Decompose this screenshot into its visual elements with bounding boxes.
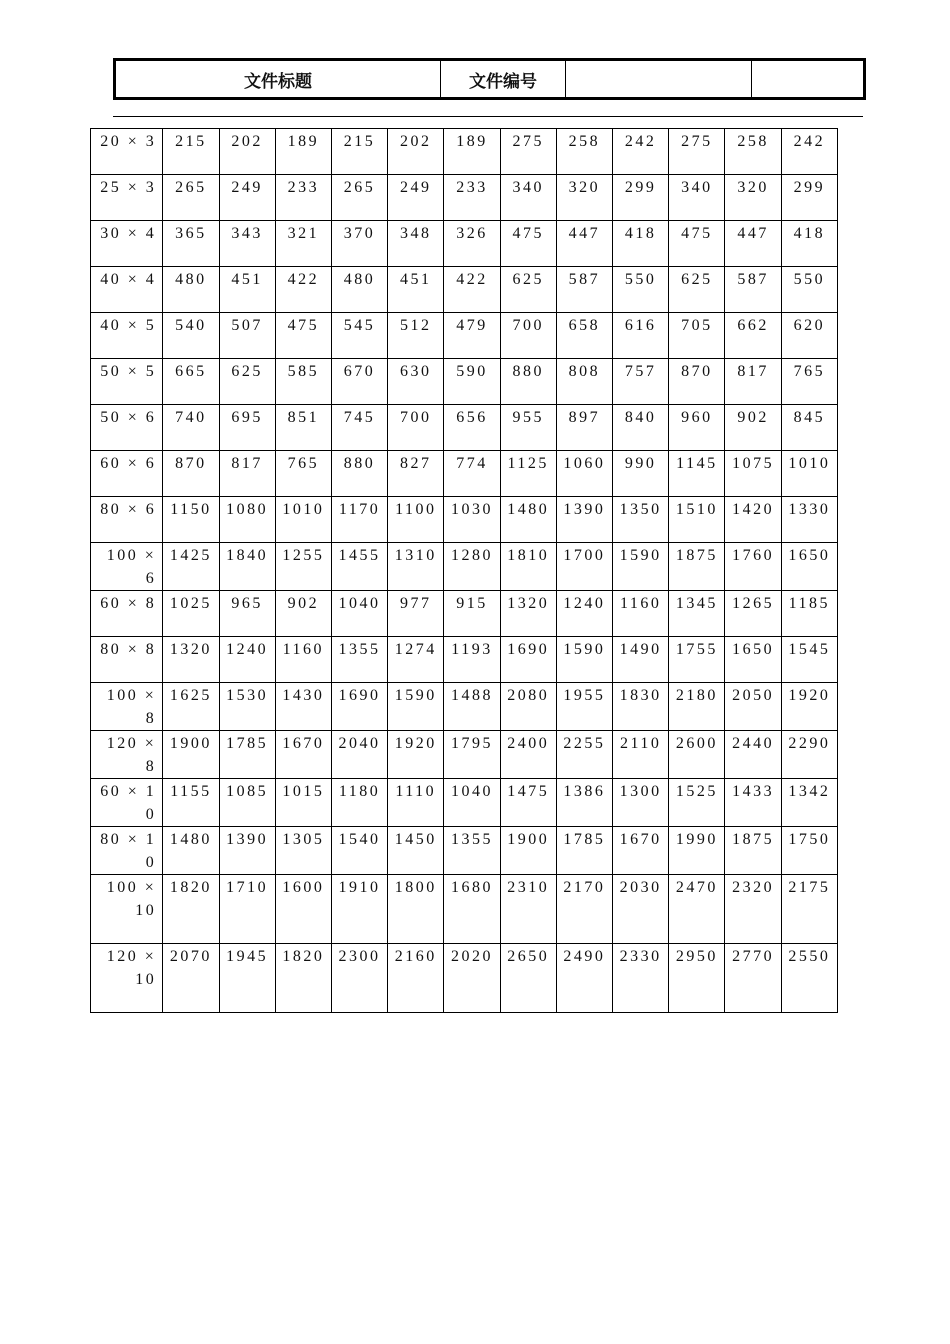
- table-cell: 1510: [669, 497, 725, 543]
- table-cell: 1875: [725, 827, 781, 875]
- table-cell: 540: [163, 313, 219, 359]
- table-row: [91, 827, 838, 875]
- table-cell: 1155: [163, 779, 219, 827]
- table-cell: 1490: [613, 637, 669, 683]
- table-cell: 1455: [331, 543, 387, 591]
- data-table: [90, 128, 838, 1013]
- table-cell: 1150: [163, 497, 219, 543]
- table-cell: 1530: [219, 683, 275, 731]
- table-cell: 321: [275, 221, 331, 267]
- table-cell: 1125: [500, 451, 556, 497]
- table-cell: 242: [781, 129, 837, 175]
- table-cell: 1875: [669, 543, 725, 591]
- table-row: [91, 683, 838, 731]
- table-cell: 1145: [669, 451, 725, 497]
- table-cell: 265: [163, 175, 219, 221]
- table-cell: 1420: [725, 497, 781, 543]
- table-cell: 1015: [275, 779, 331, 827]
- row-label: 100 × 6: [91, 543, 163, 591]
- table-cell: 2440: [725, 731, 781, 779]
- table-cell: 1795: [444, 731, 500, 779]
- number-label: 文件编号: [441, 60, 566, 99]
- table-cell: 1690: [500, 637, 556, 683]
- table-cell: 745: [331, 405, 387, 451]
- table-row: [91, 637, 838, 683]
- table-row: [91, 129, 838, 175]
- row-label: 60 × 8: [91, 591, 163, 637]
- table-cell: 2180: [669, 683, 725, 731]
- row-label: 40 × 5: [91, 313, 163, 359]
- table-cell: 2470: [669, 875, 725, 944]
- table-cell: 1386: [556, 779, 612, 827]
- table-cell: 189: [444, 129, 500, 175]
- table-cell: 1475: [500, 779, 556, 827]
- table-cell: 1690: [331, 683, 387, 731]
- table-cell: 1710: [219, 875, 275, 944]
- table-cell: 1760: [725, 543, 781, 591]
- table-cell: 299: [613, 175, 669, 221]
- table-cell: 1390: [556, 497, 612, 543]
- table-cell: 1785: [219, 731, 275, 779]
- table-cell: 1160: [275, 637, 331, 683]
- table-cell: 955: [500, 405, 556, 451]
- table-cell: 1650: [725, 637, 781, 683]
- table-cell: 1800: [388, 875, 444, 944]
- table-cell: 1280: [444, 543, 500, 591]
- table-cell: 1625: [163, 683, 219, 731]
- table-cell: 343: [219, 221, 275, 267]
- table-cell: 1240: [556, 591, 612, 637]
- table-cell: 977: [388, 591, 444, 637]
- table-cell: 1255: [275, 543, 331, 591]
- table-cell: 1840: [219, 543, 275, 591]
- table-cell: 1755: [669, 637, 725, 683]
- table-cell: 662: [725, 313, 781, 359]
- table-cell: 365: [163, 221, 219, 267]
- table-cell: 215: [331, 129, 387, 175]
- table-cell: 851: [275, 405, 331, 451]
- table-cell: 915: [444, 591, 500, 637]
- table-cell: 1670: [613, 827, 669, 875]
- row-label: 80 × 8: [91, 637, 163, 683]
- table-cell: 700: [388, 405, 444, 451]
- table-cell: 249: [219, 175, 275, 221]
- table-cell: 1390: [219, 827, 275, 875]
- table-cell: 2310: [500, 875, 556, 944]
- table-cell: 587: [556, 267, 612, 313]
- table-cell: 2070: [163, 944, 219, 1013]
- table-cell: 447: [725, 221, 781, 267]
- table-cell: 1160: [613, 591, 669, 637]
- table-row: [91, 944, 838, 1013]
- row-label: 50 × 6: [91, 405, 163, 451]
- table-cell: 1355: [331, 637, 387, 683]
- table-cell: 2020: [444, 944, 500, 1013]
- table-cell: 320: [725, 175, 781, 221]
- table-cell: 1785: [556, 827, 612, 875]
- table-cell: 2110: [613, 731, 669, 779]
- table-cell: 1480: [163, 827, 219, 875]
- table-cell: 880: [500, 359, 556, 405]
- table-cell: 695: [219, 405, 275, 451]
- table-cell: 620: [781, 313, 837, 359]
- table-cell: 326: [444, 221, 500, 267]
- table-cell: 670: [331, 359, 387, 405]
- table-row: [91, 543, 838, 591]
- table-cell: 1830: [613, 683, 669, 731]
- table-cell: 1590: [388, 683, 444, 731]
- row-label: 25 × 3: [91, 175, 163, 221]
- table-row: [91, 267, 838, 313]
- table-cell: 774: [444, 451, 500, 497]
- table-cell: 2320: [725, 875, 781, 944]
- table-cell: 2770: [725, 944, 781, 1013]
- table-cell: 418: [781, 221, 837, 267]
- table-cell: 665: [163, 359, 219, 405]
- row-label: 120 × 8: [91, 731, 163, 779]
- table-cell: 2650: [500, 944, 556, 1013]
- table-cell: 479: [444, 313, 500, 359]
- table-cell: 447: [556, 221, 612, 267]
- table-cell: 1540: [331, 827, 387, 875]
- table-cell: 1085: [219, 779, 275, 827]
- number-value: [566, 60, 752, 99]
- row-label: 100 × 10: [91, 875, 163, 944]
- table-cell: 2300: [331, 944, 387, 1013]
- table-cell: 265: [331, 175, 387, 221]
- table-cell: 1170: [331, 497, 387, 543]
- table-cell: 817: [219, 451, 275, 497]
- table-cell: 630: [388, 359, 444, 405]
- table-cell: 258: [556, 129, 612, 175]
- table-cell: 1920: [781, 683, 837, 731]
- table-cell: 451: [219, 267, 275, 313]
- table-cell: 902: [275, 591, 331, 637]
- table-cell: 550: [613, 267, 669, 313]
- table-cell: 1670: [275, 731, 331, 779]
- row-label: 50 × 5: [91, 359, 163, 405]
- table-cell: 1274: [388, 637, 444, 683]
- table-row: [91, 175, 838, 221]
- table-cell: 1430: [275, 683, 331, 731]
- table-cell: 765: [781, 359, 837, 405]
- table-cell: 2080: [500, 683, 556, 731]
- table-cell: 1945: [219, 944, 275, 1013]
- table-cell: 1910: [331, 875, 387, 944]
- table-cell: 422: [444, 267, 500, 313]
- table-cell: 1080: [219, 497, 275, 543]
- table-row: [91, 405, 838, 451]
- table-row: [91, 221, 838, 267]
- table-cell: 840: [613, 405, 669, 451]
- table-row: [91, 731, 838, 779]
- table-row: [91, 497, 838, 543]
- row-label: 80 × 10: [91, 827, 163, 875]
- table-cell: 480: [163, 267, 219, 313]
- table-cell: 242: [613, 129, 669, 175]
- table-cell: 658: [556, 313, 612, 359]
- table-cell: 587: [725, 267, 781, 313]
- table-cell: 1305: [275, 827, 331, 875]
- table-cell: 705: [669, 313, 725, 359]
- table-cell: 1350: [613, 497, 669, 543]
- table-cell: 2400: [500, 731, 556, 779]
- table-cell: 2175: [781, 875, 837, 944]
- table-cell: 1320: [500, 591, 556, 637]
- table-cell: 480: [331, 267, 387, 313]
- table-cell: 2490: [556, 944, 612, 1013]
- table-cell: 1330: [781, 497, 837, 543]
- table-cell: 2950: [669, 944, 725, 1013]
- table-row: [91, 313, 838, 359]
- table-cell: 215: [163, 129, 219, 175]
- row-label: 20 × 3: [91, 129, 163, 175]
- table-cell: 1342: [781, 779, 837, 827]
- table-cell: 550: [781, 267, 837, 313]
- table-cell: 2170: [556, 875, 612, 944]
- table-cell: 870: [163, 451, 219, 497]
- table-cell: 475: [500, 221, 556, 267]
- table-cell: 189: [275, 129, 331, 175]
- table-cell: 370: [331, 221, 387, 267]
- table-cell: 616: [613, 313, 669, 359]
- table-cell: 1433: [725, 779, 781, 827]
- table-cell: 1650: [781, 543, 837, 591]
- table-cell: 1345: [669, 591, 725, 637]
- table-cell: 990: [613, 451, 669, 497]
- table-cell: 845: [781, 405, 837, 451]
- table-cell: 870: [669, 359, 725, 405]
- table-row: [91, 779, 838, 827]
- table-cell: 965: [219, 591, 275, 637]
- table-cell: 757: [613, 359, 669, 405]
- table-cell: 1110: [388, 779, 444, 827]
- table-cell: 1075: [725, 451, 781, 497]
- table-cell: 340: [500, 175, 556, 221]
- table-cell: 299: [781, 175, 837, 221]
- table-cell: 320: [556, 175, 612, 221]
- table-cell: 817: [725, 359, 781, 405]
- table-cell: 1300: [613, 779, 669, 827]
- table-row: [91, 875, 838, 944]
- table-cell: 1310: [388, 543, 444, 591]
- table-cell: 2550: [781, 944, 837, 1013]
- table-cell: 1900: [500, 827, 556, 875]
- table-cell: 1450: [388, 827, 444, 875]
- table-cell: 507: [219, 313, 275, 359]
- table-cell: 1990: [669, 827, 725, 875]
- table-cell: 233: [275, 175, 331, 221]
- table-cell: 1025: [163, 591, 219, 637]
- table-cell: 1480: [500, 497, 556, 543]
- title-label: 文件标题: [115, 60, 441, 99]
- table-cell: 2040: [331, 731, 387, 779]
- document-header: [113, 58, 866, 100]
- table-cell: 902: [725, 405, 781, 451]
- table-cell: 2290: [781, 731, 837, 779]
- table-cell: 418: [613, 221, 669, 267]
- table-cell: 340: [669, 175, 725, 221]
- table-cell: 2255: [556, 731, 612, 779]
- table-cell: 1600: [275, 875, 331, 944]
- table-cell: 422: [275, 267, 331, 313]
- table-cell: 1030: [444, 497, 500, 543]
- table-cell: 1100: [388, 497, 444, 543]
- table-cell: 1700: [556, 543, 612, 591]
- table-cell: 2050: [725, 683, 781, 731]
- table-cell: 2030: [613, 875, 669, 944]
- table-cell: 960: [669, 405, 725, 451]
- table-cell: 1525: [669, 779, 725, 827]
- row-label: 60 × 10: [91, 779, 163, 827]
- table-cell: 1040: [444, 779, 500, 827]
- table-cell: 545: [331, 313, 387, 359]
- table-cell: 475: [275, 313, 331, 359]
- table-cell: 2330: [613, 944, 669, 1013]
- table-cell: 625: [669, 267, 725, 313]
- table-cell: 512: [388, 313, 444, 359]
- row-label: 40 × 4: [91, 267, 163, 313]
- table-cell: 1040: [331, 591, 387, 637]
- table-cell: 249: [388, 175, 444, 221]
- table-row: [91, 591, 838, 637]
- table-cell: 897: [556, 405, 612, 451]
- table-cell: 1820: [275, 944, 331, 1013]
- table-cell: 808: [556, 359, 612, 405]
- table-cell: 348: [388, 221, 444, 267]
- row-label: 30 × 4: [91, 221, 163, 267]
- table-cell: 1590: [613, 543, 669, 591]
- table-row: [91, 359, 838, 405]
- table-cell: 880: [331, 451, 387, 497]
- table-cell: 1488: [444, 683, 500, 731]
- table-cell: 590: [444, 359, 500, 405]
- table-cell: 1590: [556, 637, 612, 683]
- table-cell: 1193: [444, 637, 500, 683]
- table-cell: 233: [444, 175, 500, 221]
- table-cell: 827: [388, 451, 444, 497]
- table-cell: 451: [388, 267, 444, 313]
- table-cell: 1180: [331, 779, 387, 827]
- table-cell: 1955: [556, 683, 612, 731]
- table-cell: 2160: [388, 944, 444, 1013]
- row-label: 80 × 6: [91, 497, 163, 543]
- table-row: [91, 451, 838, 497]
- row-label: 120 × 10: [91, 944, 163, 1013]
- table-cell: 1010: [781, 451, 837, 497]
- table-cell: 1820: [163, 875, 219, 944]
- table-cell: 202: [388, 129, 444, 175]
- table-cell: 656: [444, 405, 500, 451]
- table-cell: 1900: [163, 731, 219, 779]
- table-cell: 475: [669, 221, 725, 267]
- table-cell: 585: [275, 359, 331, 405]
- table-cell: 1185: [781, 591, 837, 637]
- table-cell: 700: [500, 313, 556, 359]
- table-cell: 1680: [444, 875, 500, 944]
- table-cell: 1320: [163, 637, 219, 683]
- table-cell: 765: [275, 451, 331, 497]
- table-cell: 2600: [669, 731, 725, 779]
- table-cell: 1750: [781, 827, 837, 875]
- table-cell: 275: [500, 129, 556, 175]
- table-cell: 1240: [219, 637, 275, 683]
- table-cell: 275: [669, 129, 725, 175]
- header-divider: [113, 116, 863, 117]
- table-cell: 202: [219, 129, 275, 175]
- row-label: 100 × 8: [91, 683, 163, 731]
- table-cell: 1265: [725, 591, 781, 637]
- table-cell: 625: [500, 267, 556, 313]
- table-cell: 1810: [500, 543, 556, 591]
- table-cell: 1920: [388, 731, 444, 779]
- row-label: 60 × 6: [91, 451, 163, 497]
- table-cell: 625: [219, 359, 275, 405]
- table-cell: 1355: [444, 827, 500, 875]
- table-cell: 1545: [781, 637, 837, 683]
- table-cell: 258: [725, 129, 781, 175]
- table-cell: 1425: [163, 543, 219, 591]
- extra-value: [752, 60, 865, 99]
- table-cell: 740: [163, 405, 219, 451]
- table-cell: 1010: [275, 497, 331, 543]
- table-cell: 1060: [556, 451, 612, 497]
